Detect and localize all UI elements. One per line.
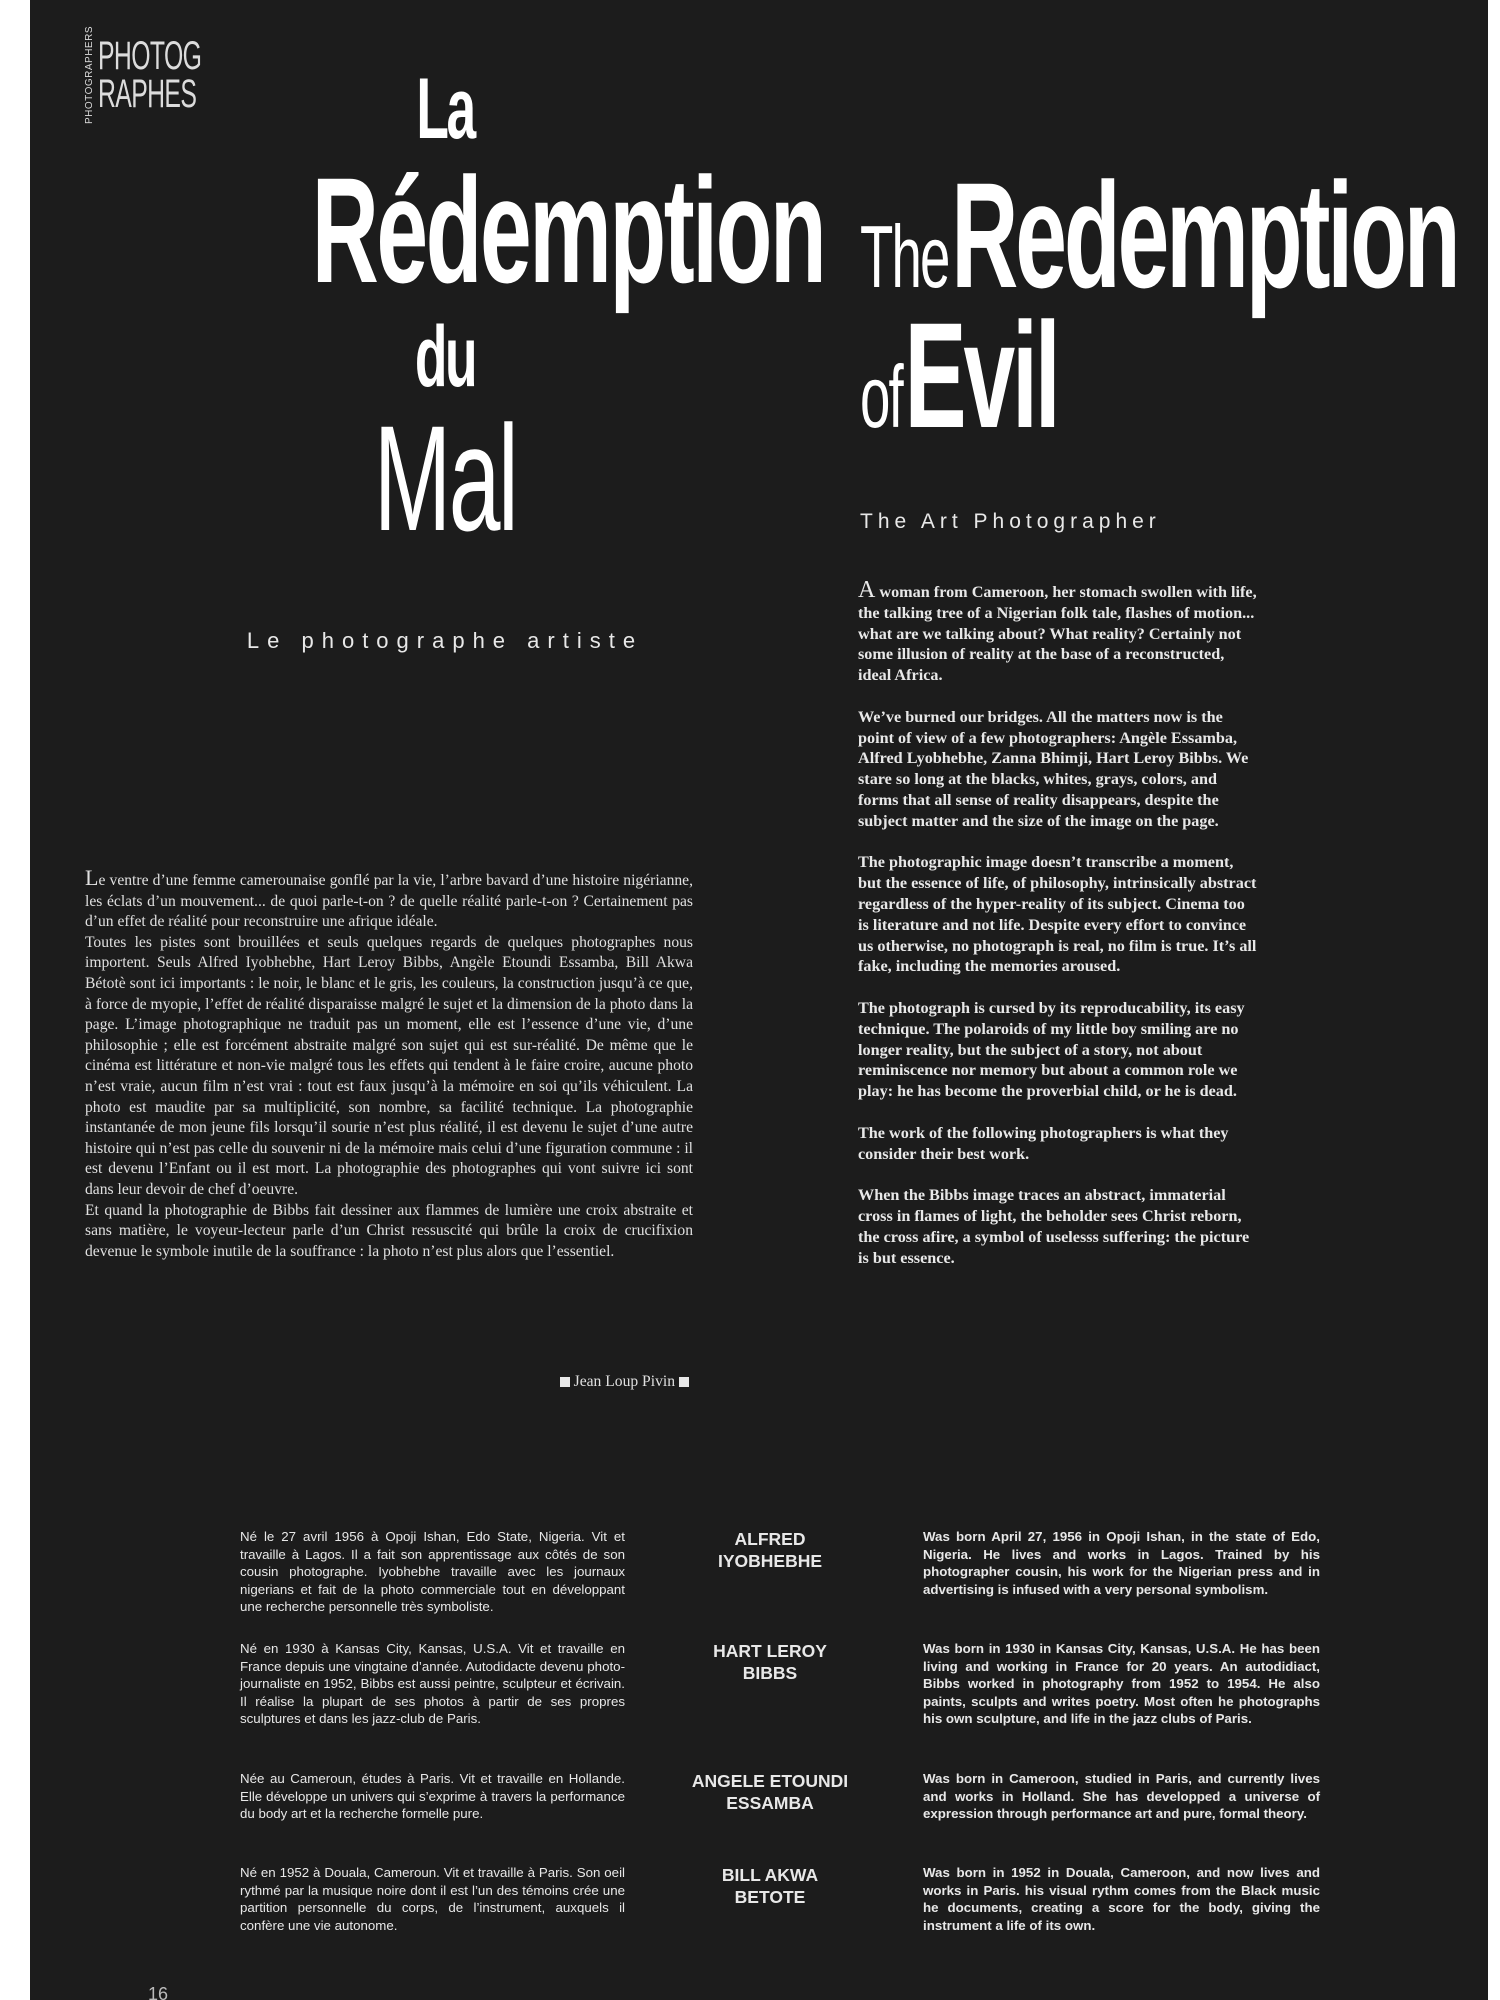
english-title-the: The [860,207,949,306]
bio-name-line-1: ALFRED [734,1529,806,1549]
english-paragraph-3: The photographic image doesn’t transcribe a moment, but the essence of life, of philosophy, intrinsically abstract regardless of the hyper-reality of its subject. Cinema too is literature and not life. Despite every effort to convince us otherwise, no photograph is real, no film is true. It’s all fake, including the memories aroused. [858,853,1257,976]
bio-name-line-1: HART LEROY [713,1641,827,1661]
french-title [230,60,825,562]
french-paragraph-3: Et quand la photographie de Bibbs fait dessiner aux flammes de lumière une croix abstraite et sans matière, le voyeur-lecteur parle d’un Christ ressuscité qui brûle la croix de crucifixion devenue le symbole inutile de la souffrance : la photo n’est plus alors que l’essentiel. [85,1201,693,1260]
bio-photographer-name [670,1640,870,1684]
category-side-label: PHOTOGRAPHERS [84,26,95,124]
bio-name-line-1: BILL AKWA [721,1865,819,1885]
english-title [860,151,1460,459]
bio-french-text: Née au Cameroun, études à Paris. Vit et travaille en Hollande. Elle développe un univers qui s’exprime à travers la performance du body art et la recherche formelle pure. [240,1771,625,1821]
french-paragraph-1 [85,865,693,933]
bio-english-text: Was born in 1930 in Kansas City, Kansas, U.S.A. He has been living and working in France for 20 years. An autodidiact, Bibbs worked in photography from 1952 to 1954. He also paints, sculpts and writes poetry. Most often he photographs his own sculpture, and life in the jazz clubs of Paris. [923,1641,1320,1726]
bio-french-text: Né le 27 avril 1956 à Opoji Ishan, Edo State, Nigeria. Vit et travaille à Lagos. Il a fait son apprentissage aux côtés de son cousin photographe. Iyobhebhe travaille avec les journaux nigerians et fait de la photo commerciale tout en développant une recherche personnelle très symboliste. [240,1529,625,1614]
french-title-line-2: Rédemption [311,146,825,314]
english-paragraph-5: The work of the following photographers is what they consider their best work. [858,1123,1229,1163]
english-paragraph-1-text: woman from Cameroon, her stomach swollen with life, the talking tree of a Nigerian folk tale, flashes of motion... what are we talking about? What reality? Certainly not some illusion of reality at the base of a reconstructed, ideal Africa. [858,583,1257,685]
english-article [858,577,1258,1289]
english-title-line-1 [860,151,1458,319]
bio-name-line-2: BETOTE [734,1887,806,1907]
bio-french-text: Né en 1930 à Kansas City, Kansas, U.S.A. Vit et travaille en France depuis une vingtaine d’année. Autodidacte devenu photo-journaliste en 1952, Bibbs est aussi peintre, sculpteur et écrivain. Il réalise la plupart de ses photos à partir de ses propres sculptures et dans les jazz-club de Paris. [240,1641,625,1726]
bio-english-text: Was born in 1952 in Douala, Cameroon, and now lives and works in Paris. his visual rythm comes from the Black music he documents, creating a score for the body, giving the instrument a life of its own. [923,1865,1320,1933]
french-title-line-3: du [414,309,476,405]
english-subtitle: The Art Photographer [860,510,1161,533]
english-title-evil: Evil [904,291,1058,459]
french-paragraph-1-text: e ventre d’une femme camerounaise gonflé par la vie, l’arbre bavard d’une histoire nigérianne, les éclats d’un mouvement... de quoi parle-t-on ? de quelle réalité parle-t-on ? Certainement pas d’un effet de réalité pour reconstruire une afrique idéale. [85,872,693,931]
french-subtitle: Le photographe artiste [246,628,644,653]
english-drop-letter: A [858,577,876,603]
bio-photographer-name [670,1528,870,1572]
bio-name-line-2: IYOBHEBHE [717,1551,823,1571]
square-bullet-icon [679,1377,689,1387]
square-bullet-icon [560,1377,570,1387]
bio-name-line-2: BIBBS [742,1663,798,1683]
bio-name-line-1: ANGELE ETOUNDI [691,1771,849,1791]
french-paragraph-2: Toutes les pistes sont brouillées et seuls quelques regards de quelques photographes nous importent. Seuls Alfred Iyobhebhe, Hart Leroy Bibbs, Angèle Etoundi Essamba, Bill Akwa Bétotè sont ici importants : le noir, le blanc et le gris, les couleurs, la construction jusqu’à ce que, à force de myopie, l’effet de réalité disparaisse malgré le sujet et la dimension de la photo dans la page. L’image photographique ne traduit pas un moment, elle est l’essence d’une vie, d’une philosophie ; elle est forcément abstraite malgré son sujet qui est sur-réalité. De même que le cinéma est littérature et non-vie malgré tous les effets qui tendent à le faire croire, aucune photo n’est vraie, aucun film n’est vrai : tout est faux jusqu’à la mémoire en soi qu’ils véhiculent. La photo est maudite par sa multiplicité, son nombre, sa facilité technique. La photographie instantanée de mon jeune fils lorsqu’il sourie n’est plus réalité, il est devenu le sujet d’une autre histoire qui n’est pas celle du souvenir ni de la mémoire mais celui d’une figuration commune : il est devenu l’Enfant ou il est mort. La photographie des photographes qui vont suivre ici sont dans leur devoir de chef d’oeuvre. [85,933,693,1198]
category-line-1: PHOTOG [98,34,202,78]
author-name: Jean Loup Pivin [573,1373,675,1390]
bio-english-text: Was born in Cameroon, studied in Paris, and currently lives and works in Holland. She has developped a universe of expression through performance art and pure, formal theory. [923,1771,1320,1821]
english-paragraph-6: When the Bibbs image traces an abstract, immaterial cross in flames of light, the beholder sees Christ reborn, the cross afire, a symbol of uselesss suffering: the picture is but essence. [858,1186,1250,1267]
english-paragraph-4: The photograph is cursed by its reproducability, its easy technique. The polaroids of my little boy smiling are no longer reality, but the subject of a story, not about reminiscence nor memory but about a common role we play: he has become the proverbial child, or he is dead. [858,998,1245,1101]
page-number: 16 [148,1984,169,2000]
french-drop-letter: L [85,865,99,890]
english-paragraph-2: We’ve burned our bridges. All the matters now is the point of view of a few photographers: Angèle Essamba, Alfred Lyobhebhe, Zanna Bhimji, Hart Leroy Bibbs. We stare so long at the blacks, whites, grays, colors, and forms that all sense of reality disappears, despite the subject matter and the size of the image on the page. [858,707,1249,830]
english-paragraph-1 [858,577,1258,686]
section-category [85,26,248,124]
bio-photographer-name [670,1770,870,1814]
english-title-redemption: Redemption [951,151,1458,319]
english-title-of: of [860,347,902,446]
english-title-line-2 [860,291,1232,459]
bio-english-text: Was born April 27, 1956 in Opoji Ishan, in the state of Edo, Nigeria. He lives and works in Lagos. Trained by his photographer cousin, his work for the Nigerian press and in advertising is infused with a very personal symbolism. [923,1529,1320,1597]
french-title-line-1: La [416,61,474,157]
bio-photographer-name [670,1864,870,1908]
category-line-2: RAPHES [98,72,197,116]
category-label [98,34,202,116]
french-article [85,865,693,1262]
bio-name-line-2: ESSAMBA [726,1793,814,1813]
author-signature [440,1373,693,1391]
bio-french-text: Né en 1952 à Douala, Cameroun. Vit et travaille à Paris. Son oeil rythmé par la musique noire dont il est l’un des témoins crée une partition personnelle du corps, de l’instrument, auxquels il confère une vie autonome. [240,1865,625,1933]
french-title-line-4: Mal [373,394,517,562]
